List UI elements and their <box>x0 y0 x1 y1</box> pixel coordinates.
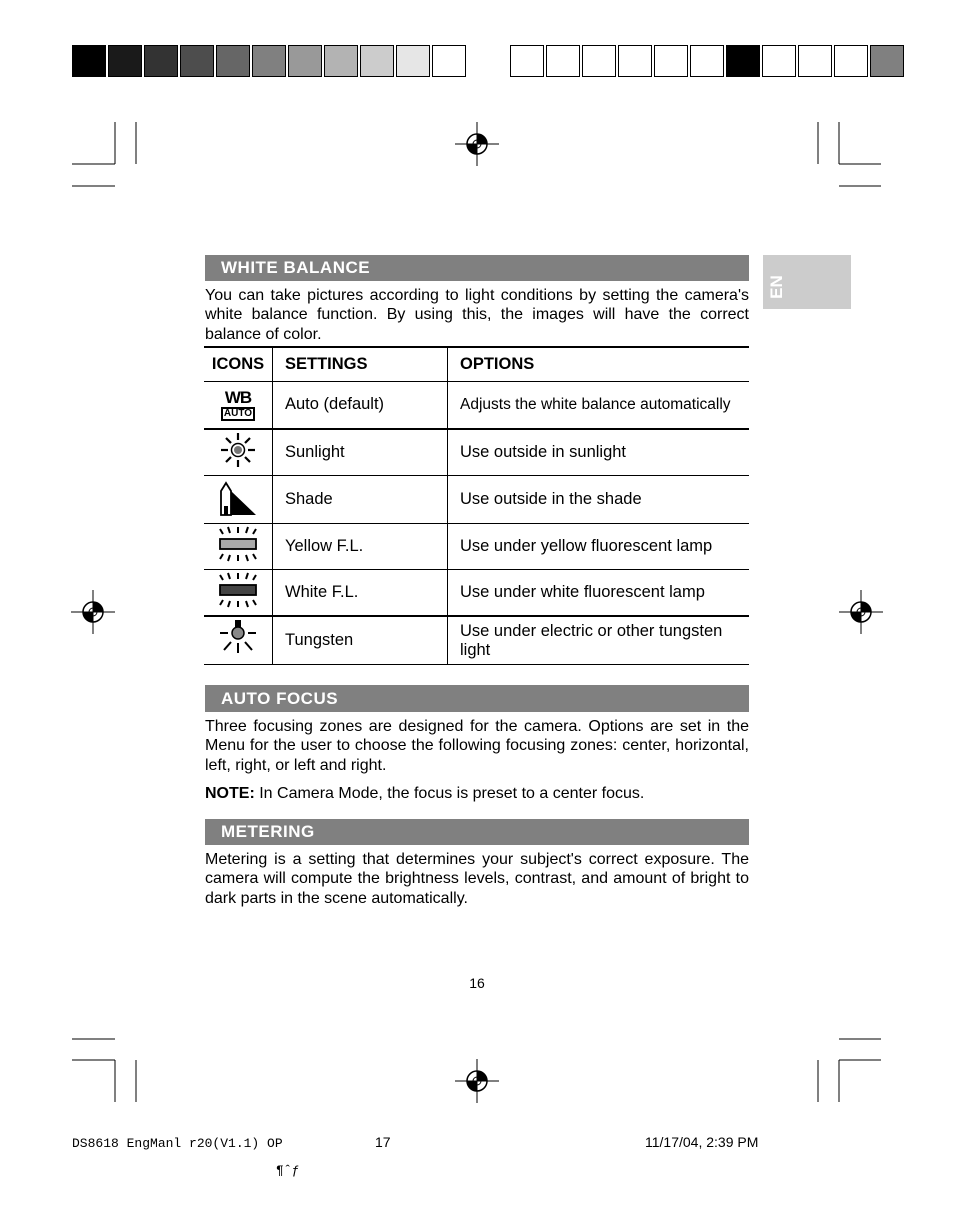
auto-focus-note <box>205 784 749 803</box>
auto-focus-body: Three focusing zones are designed for the camera. Options are set in the Menu for the user to choose the following focusing zones: center, horizontal, left, right, or left and right. <box>205 718 749 774</box>
column-header-options: OPTIONS <box>448 347 750 382</box>
section-heading-white-balance: WHITE BALANCE <box>205 255 749 281</box>
table-row <box>204 524 749 570</box>
table-row <box>204 570 749 617</box>
option-text: Use under yellow fluorescent lamp <box>448 524 750 570</box>
option-text: Use under white fluorescent lamp <box>448 570 750 617</box>
print-footer-datetime: 11/17/04, 2:39 PM <box>645 1134 759 1150</box>
print-footer-stray: ¶ˆƒ <box>276 1163 300 1178</box>
section-heading-metering: METERING <box>205 819 749 845</box>
metering-body: Metering is a setting that determines your subject's correct exposure. The camera will compute the brightness levels, contrast, and amount of bright to dark parts in the scene automatically. <box>205 851 749 907</box>
language-tab <box>763 255 851 309</box>
setting-label: Shade <box>273 476 448 524</box>
column-header-settings: SETTINGS <box>273 347 448 382</box>
shade-icon <box>204 476 273 524</box>
table-row <box>204 382 749 429</box>
note-label: NOTE: <box>205 785 255 802</box>
option-text: Use outside in sunlight <box>448 429 750 476</box>
table-header-row <box>204 347 749 382</box>
page-number: 16 <box>469 975 485 991</box>
section-heading-auto-focus: AUTO FOCUS <box>205 685 749 712</box>
setting-label: Auto (default) <box>273 382 448 429</box>
print-footer-sheet: 17 <box>375 1134 391 1150</box>
yellow-fluorescent-icon <box>204 524 273 570</box>
column-header-icons: ICONS <box>204 347 273 382</box>
language-tab-label: EN <box>767 275 786 299</box>
setting-label: Sunlight <box>273 429 448 476</box>
option-text: Use outside in the shade <box>448 476 750 524</box>
note-text: In Camera Mode, the focus is preset to a center focus. <box>254 785 645 802</box>
wb-auto-icon: WB AUTO <box>204 382 273 429</box>
white-balance-intro: You can take pictures according to light conditions by setting the camera's white balance function. By using this, the images will have the correct balance of color. <box>205 287 749 343</box>
table-row <box>204 616 749 665</box>
table-row <box>204 476 749 524</box>
tungsten-icon <box>204 616 273 665</box>
print-footer-file: DS8618 EngManl r20(V1.1) OP <box>72 1136 283 1151</box>
table-row <box>204 429 749 476</box>
setting-label: White F.L. <box>273 570 448 617</box>
white-balance-table <box>204 346 749 665</box>
option-text: Adjusts the white balance automatically <box>448 382 750 429</box>
option-text: Use under electric or other tungsten light <box>448 616 750 665</box>
setting-label: Yellow F.L. <box>273 524 448 570</box>
white-fluorescent-icon <box>204 570 273 617</box>
setting-label: Tungsten <box>273 616 448 665</box>
sunlight-icon <box>204 429 273 476</box>
